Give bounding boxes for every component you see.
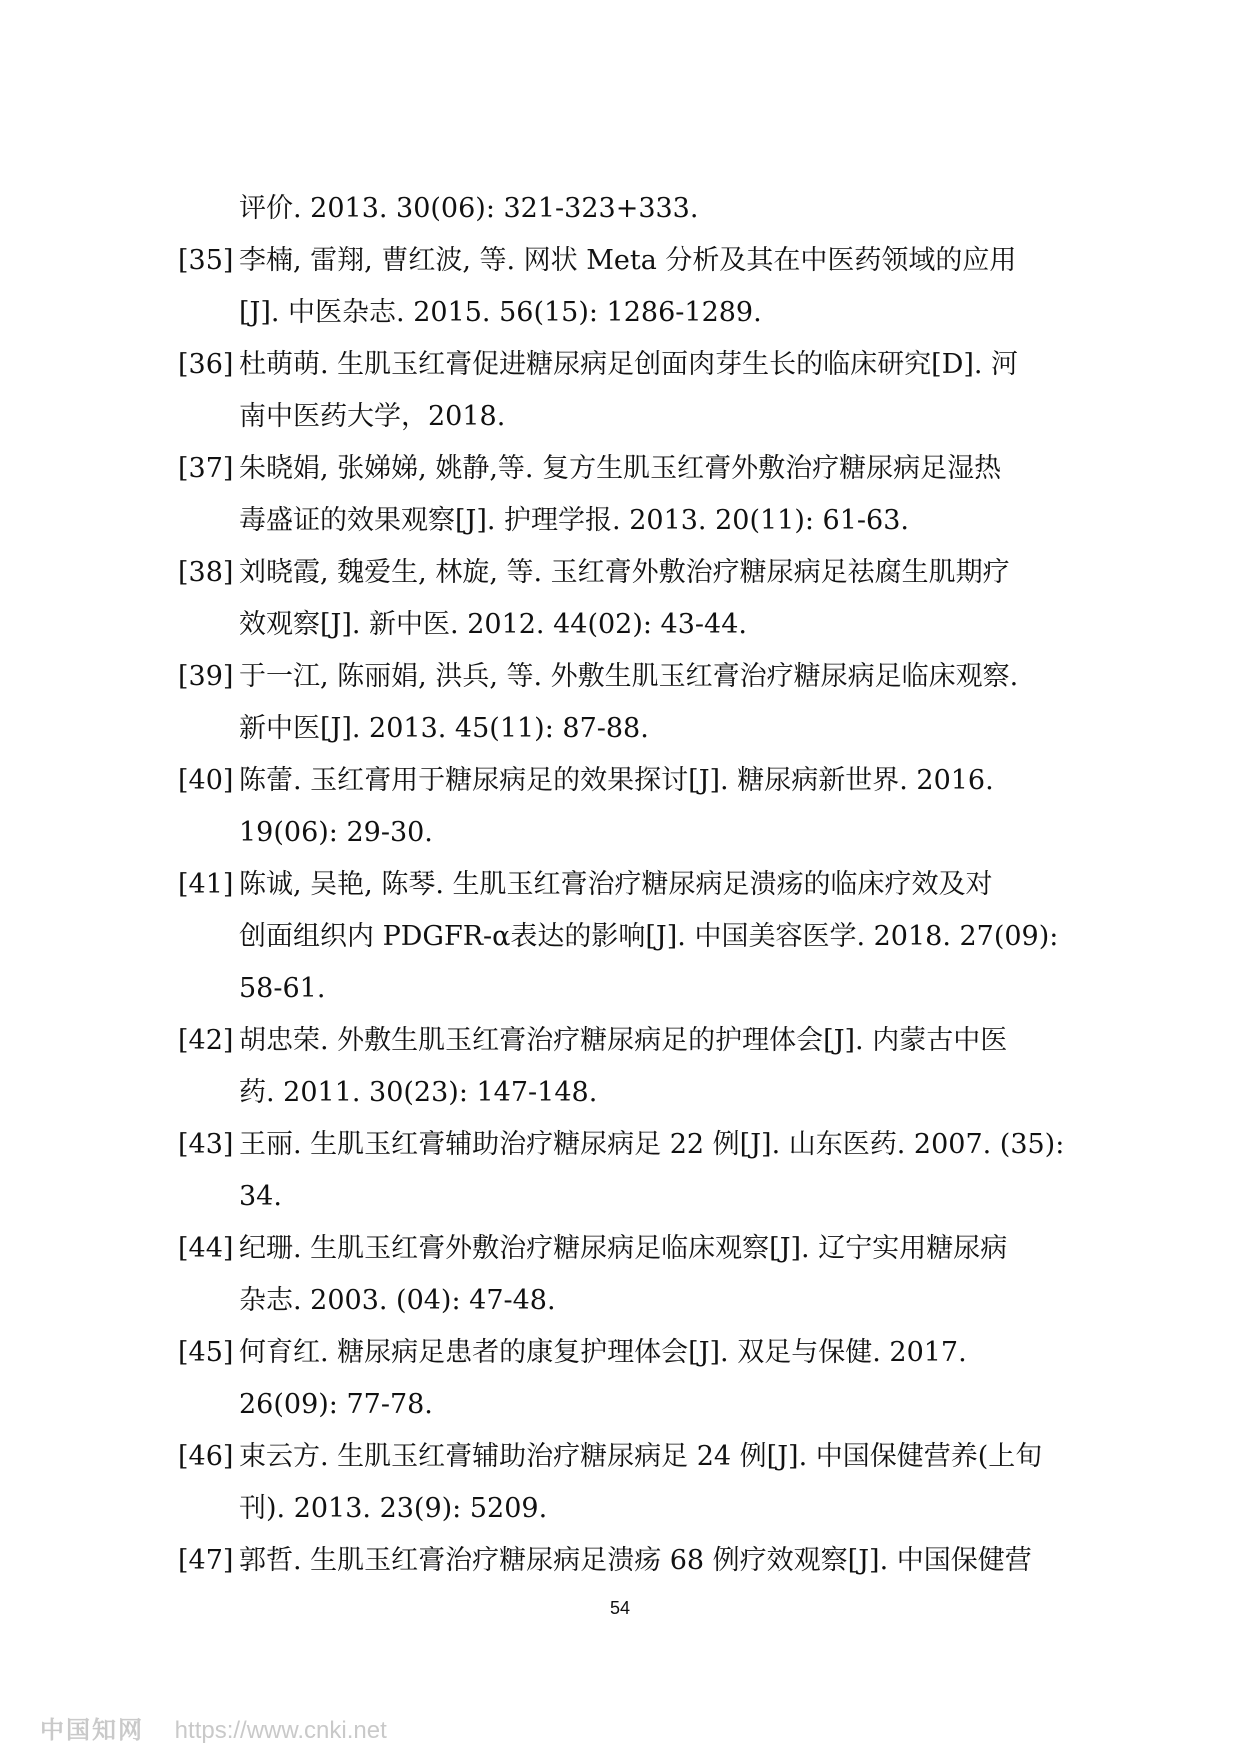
reference-number: [44] [178,1233,234,1264]
reference-line [178,599,1098,651]
reference-line [178,703,1098,755]
reference-line [178,1327,1098,1379]
reference-line [178,1483,1098,1535]
reference-text: 19(06): 29-30. [239,817,433,848]
reference-line [178,495,1098,547]
reference-number: [39] [178,661,234,692]
watermark-url: https://www.cnki.net [174,1717,387,1744]
reference-line [178,859,1098,911]
reference-text: 王丽. 生肌玉红膏辅助治疗糖尿病足 22 例[J]. 山东医药. 2007. (35): [239,1129,1065,1160]
reference-text: 效观察[J]. 新中医. 2012. 44(02): 43-44. [239,609,747,640]
cnki-watermark [40,1710,387,1745]
reference-text: 新中医[J]. 2013. 45(11): 87-88. [239,713,649,744]
reference-text: 胡忠荣. 外敷生肌玉红膏治疗糖尿病足的护理体会[J]. 内蒙古中医 [239,1025,1008,1056]
reference-line [178,807,1098,859]
reference-text: 郭哲. 生肌玉红膏治疗糖尿病足溃疡 68 例疗效观察[J]. 中国保健营 [239,1545,1032,1576]
reference-number: [35] [178,245,234,276]
reference-line [178,755,1098,807]
reference-line [178,1223,1098,1275]
reference-line [178,651,1098,703]
reference-number: [46] [178,1441,234,1472]
reference-number: [47] [178,1545,234,1576]
reference-line [178,1015,1098,1067]
reference-line [178,339,1098,391]
reference-line [178,1067,1098,1119]
reference-text: 刘晓霞, 魏爱生, 林旋, 等. 玉红膏外敷治疗糖尿病足祛腐生肌期疗 [239,557,1010,588]
reference-line [178,443,1098,495]
reference-text: 陈诚, 吴艳, 陈琴. 生肌玉红膏治疗糖尿病足溃疡的临床疗效及对 [239,869,993,900]
reference-number: [42] [178,1025,234,1056]
reference-number: [40] [178,765,234,796]
reference-text: 评价. 2013. 30(06): 321-323+333. [239,193,699,224]
reference-text: 药. 2011. 30(23): 147-148. [239,1077,598,1108]
reference-number: [36] [178,349,234,380]
reference-text: 刊). 2013. 23(9): 5209. [239,1493,548,1524]
reference-text: 34. [239,1181,282,1212]
reference-text: 束云方. 生肌玉红膏辅助治疗糖尿病足 24 例[J]. 中国保健营养(上旬 [239,1441,1043,1472]
reference-line [178,1535,1098,1587]
reference-line [178,1431,1098,1483]
reference-line [178,235,1098,287]
reference-line [178,287,1098,339]
reference-line [178,911,1098,963]
reference-text: 陈蕾. 玉红膏用于糖尿病足的效果探讨[J]. 糖尿病新世界. 2016. [239,765,994,796]
reference-text: 58-61. [239,973,326,1004]
reference-line [178,1171,1098,1223]
reference-number: [43] [178,1129,234,1160]
reference-text: 杂志. 2003. (04): 47-48. [239,1285,556,1316]
reference-text: 李楠, 雷翔, 曹红波, 等. 网状 Meta 分析及其在中医药领域的应用 [239,245,1017,276]
reference-line [178,1379,1098,1431]
reference-line [178,183,1098,235]
reference-number: [38] [178,557,234,588]
reference-number: [37] [178,453,234,484]
reference-text: 26(09): 77-78. [239,1389,433,1420]
reference-text: 创面组织内 PDGFR-α表达的影响[J]. 中国美容医学. 2018. 27(09): [239,921,1059,952]
reference-text: 何育红. 糖尿病足患者的康复护理体会[J]. 双足与保健. 2017. [239,1337,967,1368]
reference-text: 朱晓娟, 张娣娣, 姚静,等. 复方生肌玉红膏外敷治疗糖尿病足湿热 [239,453,1002,484]
reference-number: [41] [178,869,234,900]
reference-line [178,391,1098,443]
reference-text: [J]. 中医杂志. 2015. 56(15): 1286-1289. [239,297,762,328]
reference-text: 于一江, 陈丽娟, 洪兵, 等. 外敷生肌玉红膏治疗糖尿病足临床观察. [239,661,1019,692]
reference-line [178,1119,1098,1171]
reference-text: 毒盛证的效果观察[J]. 护理学报. 2013. 20(11): 61-63. [239,505,909,536]
watermark-logo: 中国知网 [40,1717,144,1744]
reference-line [178,547,1098,599]
page-number: 54 [609,1598,631,1618]
reference-number: [45] [178,1337,234,1368]
reference-text: 南中医药大学，2018. [239,401,506,432]
reference-text: 杜萌萌. 生肌玉红膏促进糖尿病足创面肉芽生长的临床研究[D]. 河 [239,349,1019,380]
reference-line [178,963,1098,1015]
reference-line [178,1275,1098,1327]
reference-text: 纪珊. 生肌玉红膏外敷治疗糖尿病足临床观察[J]. 辽宁实用糖尿病 [239,1233,1008,1264]
reference-list [178,183,1098,1587]
